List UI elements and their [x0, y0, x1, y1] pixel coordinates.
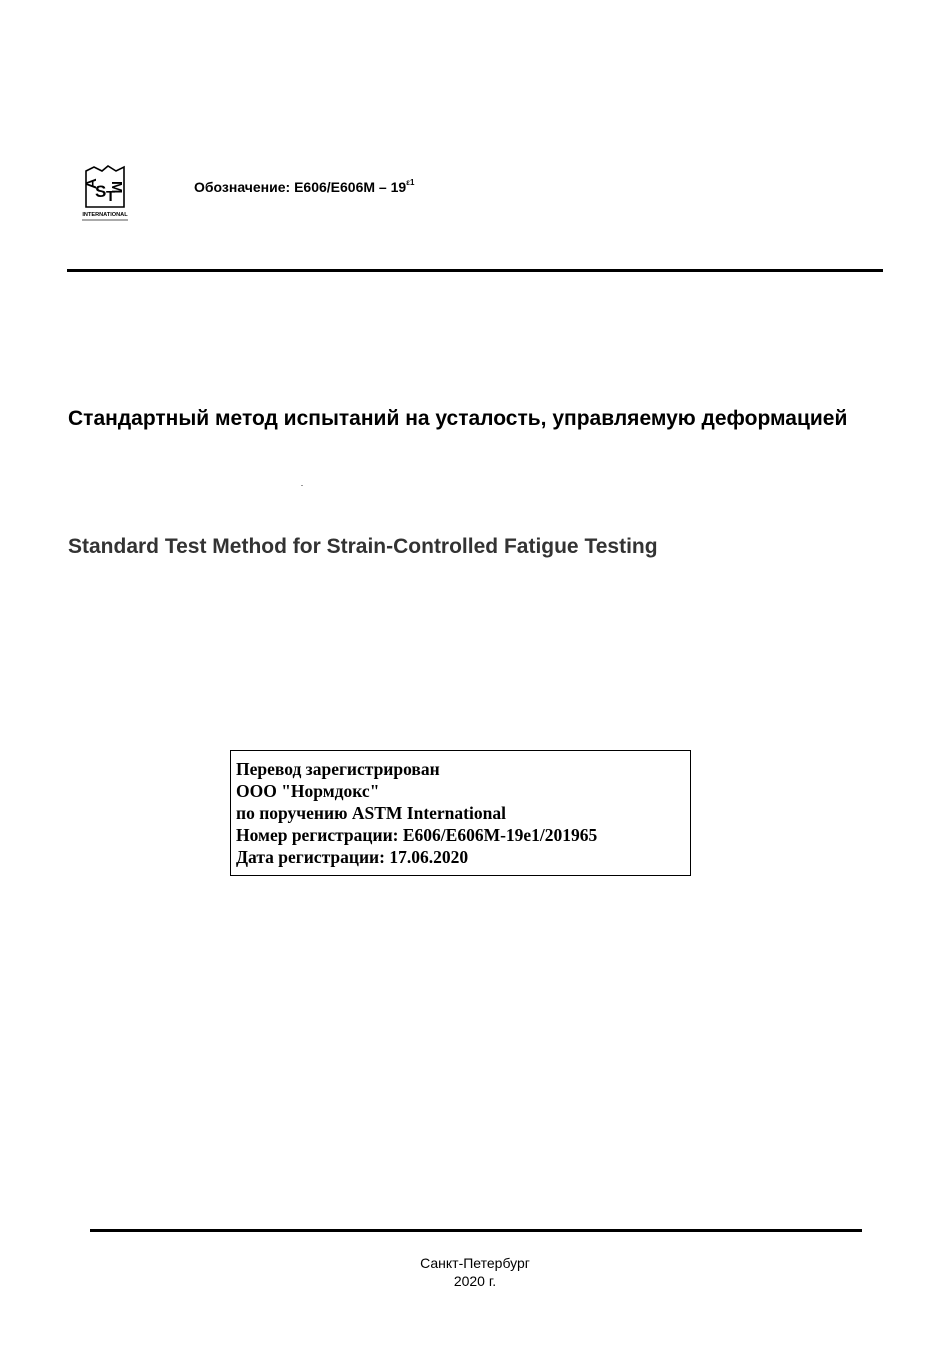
title-russian: Стандартный метод испытаний на усталость, управляемую деформацией [68, 407, 848, 430]
designation-label: Обозначение: E606/E606M – 19 [194, 179, 407, 195]
astm-international-logo-icon [78, 163, 132, 223]
svg-text:T: T [106, 188, 116, 205]
footer-year: 2020 г. [453, 1273, 497, 1289]
registration-line: Перевод зарегистрирован [236, 759, 440, 779]
registration-line: Дата регистрации: 17.06.2020 [236, 847, 469, 867]
svg-text:INTERNATIONAL: INTERNATIONAL [82, 212, 128, 218]
title-english: Standard Test Method for Strain-Controlled Fatigue Testing [68, 535, 658, 558]
top-divider [67, 269, 883, 272]
designation-superscript: ε1 [406, 178, 415, 187]
registration-line: по поручению ASTM International [236, 803, 506, 823]
svg-text:M: M [108, 181, 125, 194]
registration-line: Номер регистрации: E606/E606M-19e1/201965 [236, 825, 598, 845]
footer-city: Санкт-Петербург [420, 1255, 530, 1271]
footer [375, 1254, 575, 1290]
svg-text:A: A [83, 178, 100, 189]
designation [194, 178, 414, 195]
svg-text:S: S [95, 182, 107, 201]
stray-mark [301, 485, 303, 486]
registration-line: ООО "Нормдокс" [236, 781, 380, 801]
registration-box [230, 750, 691, 876]
bottom-divider [90, 1229, 862, 1232]
